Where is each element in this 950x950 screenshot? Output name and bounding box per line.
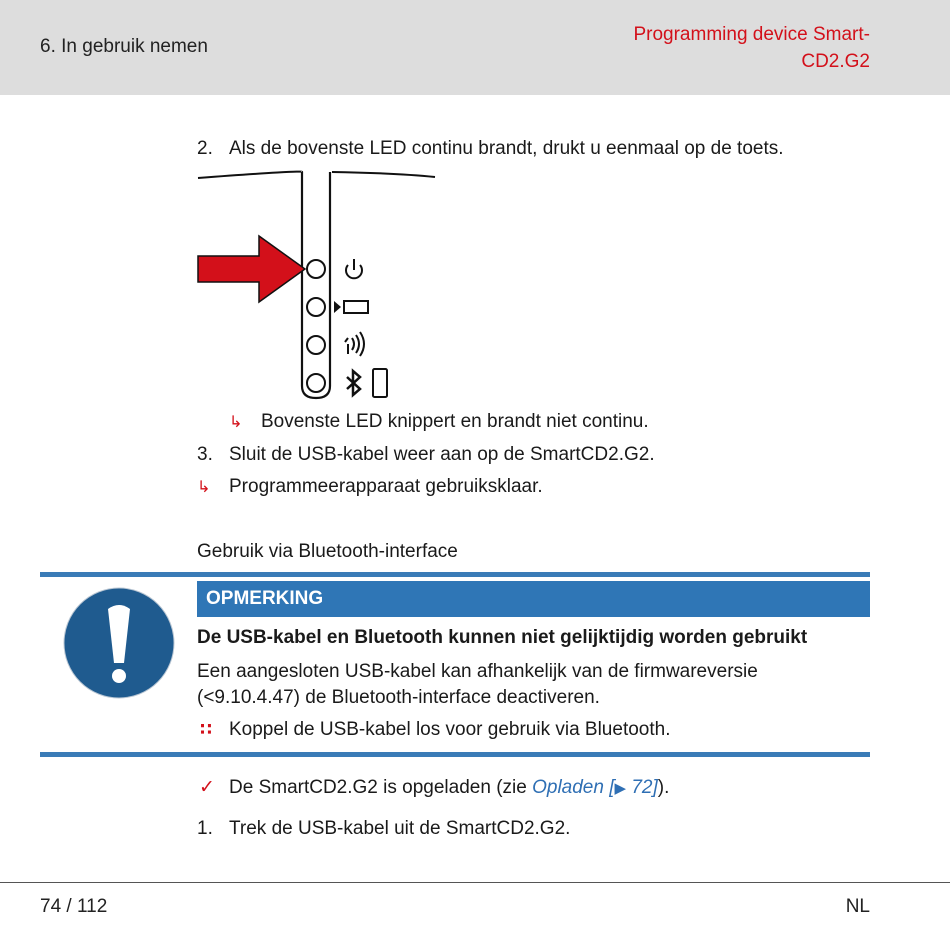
document-title: [550, 21, 870, 75]
note-action-text: Koppel de USB-kabel los voor gebruik via Bluetooth.: [229, 719, 671, 740]
smartphone-icon: [373, 369, 387, 397]
step-3-result: [197, 475, 543, 500]
note-heading: De USB-kabel en Bluetooth kunnen niet gelijktijdig worden gebruikt: [197, 627, 808, 648]
note-body-line1: Een aangesloten USB-kabel kan afhankelijk van de firmwareversie: [197, 661, 758, 682]
result-arrow-icon: ↳: [229, 414, 243, 431]
note-top-rule: [40, 572, 870, 577]
result-text: Programmeerapparaat gebruiksklaar.: [229, 476, 543, 497]
step-number: 3.: [197, 444, 213, 465]
language-code: NL: [845, 896, 870, 917]
chapter-title: 6. In gebruik nemen: [40, 36, 208, 57]
led-4: [307, 374, 325, 392]
result-arrow-icon: ↳: [197, 479, 211, 496]
device-led-illustration: [195, 168, 445, 404]
link-text: Opladen [: [532, 777, 615, 798]
note-label: OPMERKING: [206, 588, 324, 609]
exclamation-warning-icon: [63, 587, 175, 699]
led-2: [307, 298, 325, 316]
step-number: 2.: [197, 138, 213, 159]
document-title-line1: Programming device Smart-: [633, 24, 870, 45]
step-number: 1.: [197, 818, 213, 839]
led-3: [307, 336, 325, 354]
step-text: Sluit de USB-kabel weer aan op de SmartCD2.G2.: [229, 444, 655, 465]
footer-rule: [0, 882, 950, 883]
bluetooth-icon: [347, 371, 360, 395]
power-icon: [346, 259, 362, 278]
result-text: Bovenste LED knippert en brandt niet continu.: [261, 411, 649, 432]
step-text: Als de bovenste LED continu brandt, drukt u eenmaal op de toets.: [229, 138, 784, 159]
check-icon: ✓: [199, 777, 215, 798]
prerequisite-text-after: ).: [657, 777, 670, 798]
link-page: 72]: [626, 777, 658, 798]
section-heading: Gebruik via Bluetooth-interface: [197, 541, 458, 562]
prerequisite-text-before: De SmartCD2.G2 is opgeladen (zie: [229, 777, 533, 798]
note-bottom-rule: [40, 752, 870, 757]
wireless-signal-icon: [345, 332, 364, 356]
page-header: [0, 0, 950, 95]
note-body-line2: (<9.10.4.47) de Bluetooth-interface deactiveren.: [197, 687, 600, 708]
step-2-result: [229, 410, 649, 435]
link-arrow-icon: ▶: [614, 780, 627, 797]
pointing-arrow-icon: [198, 236, 305, 302]
action-bullet-icon: ∷: [200, 720, 212, 739]
led-1: [307, 260, 325, 278]
step-text: Trek de USB-kabel uit de SmartCD2.G2.: [229, 818, 571, 839]
battery-charging-icon: [334, 301, 368, 313]
page-number: 74 / 112: [40, 896, 108, 917]
prerequisite-text: [229, 776, 669, 801]
document-title-line2: CD2.G2: [801, 51, 870, 72]
note-label-bar: [197, 581, 870, 617]
charging-link[interactable]: [532, 777, 658, 798]
